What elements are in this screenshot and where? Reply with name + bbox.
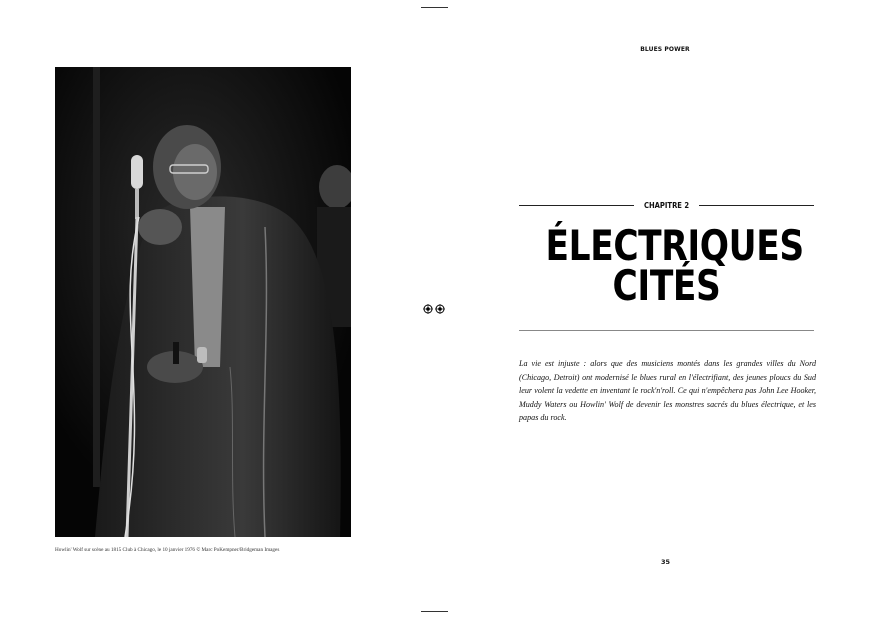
crop-mark-top — [421, 7, 448, 8]
chapter-intro: La vie est injuste : alors que des musiciens montés dans les grandes villes du Nord (Chicago, Detroit) ont modernisé le blues rural en l'électrifiant, des jeunes ploucs du Sud leur volent la vedette en inventant le rock'n'roll. Ce qui n'empêchera pas John Lee Hooker, Muddy Waters ou Howlin' Wolf de devenir les monstres sacrés du blues électrique, et les papas du rock. — [519, 359, 816, 423]
crop-mark-bottom — [421, 611, 448, 612]
chapter-label: CHAPITRE 2 — [643, 200, 690, 210]
registration-mark-icon — [423, 304, 433, 314]
page-number: 35 — [660, 558, 671, 566]
chapter-title — [545, 221, 804, 310]
photo-caption: Howlin' Wolf sur scène au 1815 Club à Chicago, le 10 janvier 1976 © Marc PoKempner/Bridgeman Images — [55, 547, 280, 553]
running-head: BLUES POWER — [640, 46, 690, 53]
chapter-rule-right — [699, 205, 814, 206]
chapter-title-line: ÉLECTRIQUES — [545, 221, 804, 270]
chapter-title-line: CITÉS — [612, 261, 721, 310]
chapter-rule-left — [519, 205, 634, 206]
musician-photo — [55, 67, 351, 537]
title-divider — [519, 330, 814, 331]
registration-marks — [423, 304, 445, 314]
registration-mark-icon — [435, 304, 445, 314]
chapter-label-row — [519, 200, 814, 210]
